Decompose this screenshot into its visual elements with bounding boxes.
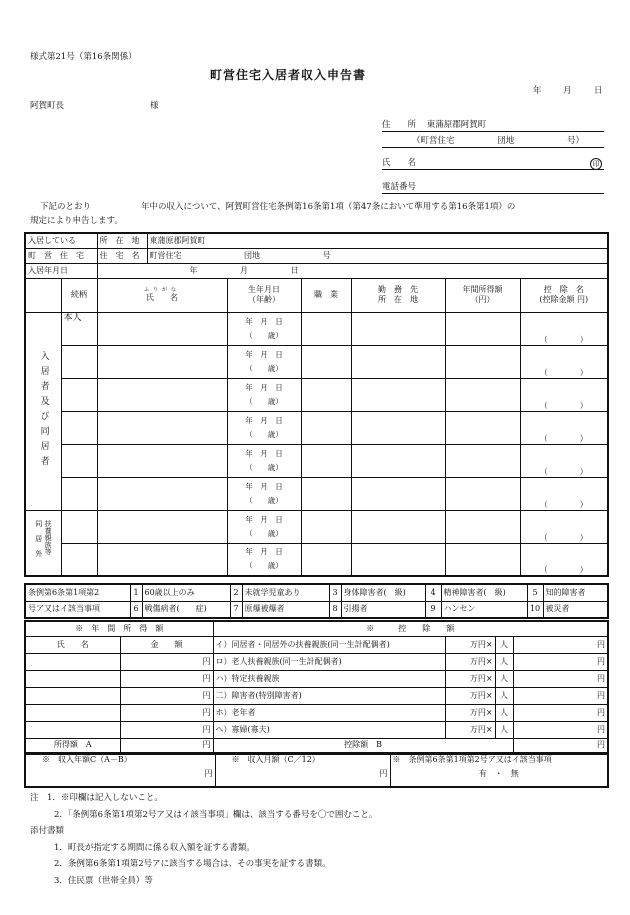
person[interactable]: 人: [495, 670, 513, 687]
dob-cell[interactable]: [227, 312, 301, 345]
name-cell[interactable]: [97, 510, 227, 543]
income-cell[interactable]: [445, 378, 520, 411]
summary-amount-cell[interactable]: [120, 670, 198, 687]
relation-cell[interactable]: [61, 345, 97, 378]
dob-date: 年 月 日: [245, 349, 283, 359]
man-yen[interactable]: 万円×: [445, 704, 495, 721]
summary-amount-col: 金 額: [120, 636, 213, 653]
summary-name-cell[interactable]: [25, 721, 120, 738]
housing-open: （町営住宅: [412, 136, 455, 146]
housing-number-label: 号: [322, 250, 331, 260]
income-header: ※ 年 間 所 得 額: [25, 621, 213, 636]
col-income-2: （円）: [470, 295, 495, 304]
household-table: [24, 232, 609, 577]
income-cell[interactable]: [445, 345, 520, 378]
dob-cell[interactable]: [227, 378, 301, 411]
monthly-income-yen: 円: [379, 768, 388, 778]
income-cell[interactable]: [445, 444, 520, 477]
annual-income-label: ※ 収入年額C（A－B）: [42, 755, 132, 764]
workplace-cell[interactable]: [351, 378, 445, 411]
occupation-cell[interactable]: [301, 510, 351, 543]
person[interactable]: 人: [495, 636, 513, 653]
housing-name-label: 住 宅 名: [97, 248, 147, 263]
summary-amount-cell[interactable]: [120, 721, 198, 738]
article-no-10[interactable]: 10: [527, 601, 543, 618]
location-label: 所 在 地: [97, 233, 147, 248]
summary-amount-cell[interactable]: [120, 687, 198, 704]
dob-date: 年 月 日: [245, 448, 283, 458]
dob-date: 年 月 日: [245, 316, 283, 326]
summary-name-cell[interactable]: [25, 653, 120, 670]
dob-cell[interactable]: [227, 543, 301, 576]
workplace-cell[interactable]: [351, 510, 445, 543]
date-day: 日: [594, 86, 603, 96]
group-resident: 入居者及び同居者: [25, 312, 61, 510]
article-item-6[interactable]: 戦傷病者( 症): [142, 601, 230, 618]
dob-cell[interactable]: [227, 345, 301, 378]
income-cell[interactable]: [445, 411, 520, 444]
addressee-suffix: 様: [150, 101, 159, 111]
group-outside: [25, 510, 61, 576]
dob-cell[interactable]: [227, 477, 301, 510]
name-cell[interactable]: [97, 378, 227, 411]
deduction-item-4: 二）障害者(特別障害者): [213, 687, 445, 704]
person[interactable]: 人: [495, 704, 513, 721]
residing-label: 入居している: [25, 233, 97, 248]
relation-cell[interactable]: [61, 477, 97, 510]
deduction-cell[interactable]: （ ）: [520, 510, 608, 543]
article-no-1[interactable]: 1: [130, 584, 142, 601]
yen[interactable]: 円: [513, 653, 608, 670]
location-value[interactable]: 東蒲原郡阿賀町: [147, 233, 608, 248]
name-cell[interactable]: [97, 444, 227, 477]
deduction-header: ※ 控 除 額: [213, 621, 608, 636]
monthly-income-cell[interactable]: [215, 754, 390, 787]
relation-cell[interactable]: [61, 444, 97, 477]
name-cell[interactable]: [97, 411, 227, 444]
relation-cell[interactable]: [61, 510, 97, 543]
yes-no-option[interactable]: 有 ・ 無: [478, 768, 519, 778]
dob-age: （ 歳）: [245, 561, 283, 571]
summary-name-cell[interactable]: [25, 704, 120, 721]
housing-block-label: 団地: [244, 250, 261, 260]
dob-age: （ 歳）: [245, 363, 283, 373]
income-result-table: [24, 753, 609, 788]
summary-table: [24, 620, 609, 754]
deduction-total-label: 控除額 B: [213, 738, 513, 753]
deduction-item-6: ヘ）寡婦(寡夫): [213, 721, 445, 738]
dob-date: 年 月 日: [245, 415, 283, 425]
attachment-3: 3．住民票（世帯全員）等: [54, 876, 153, 886]
move-in-day: 日: [290, 265, 299, 275]
yen[interactable]: 円: [513, 636, 608, 653]
form-number: 様式第21号（第16条関係）: [30, 52, 137, 62]
col-name: [97, 278, 227, 312]
summary-amount-cell[interactable]: [120, 704, 198, 721]
yen[interactable]: 円: [513, 687, 608, 704]
col-income-1: 年間所得額: [462, 285, 503, 295]
housing-name-text: 町営住宅: [149, 250, 182, 260]
summary-name-cell[interactable]: [25, 670, 120, 687]
attachment-1: 1．町長が指定する期間に係る収入額を証する書類。: [54, 843, 255, 853]
dob-date: 年 月 日: [245, 514, 283, 524]
group-outside-a: 同居外: [34, 520, 43, 566]
move-in-month: 月: [240, 265, 249, 275]
deduction-cell[interactable]: （ ）: [520, 477, 608, 510]
intro-lead: 下記のとおり: [40, 202, 92, 212]
summary-amount-cell[interactable]: [120, 653, 198, 670]
occupation-cell[interactable]: [301, 477, 351, 510]
yen: 円: [198, 670, 213, 687]
workplace-cell[interactable]: [351, 312, 445, 345]
dob-age: （ 歳）: [245, 495, 283, 505]
person[interactable]: 人: [495, 721, 513, 738]
addressee: 阿賀町長: [30, 101, 65, 111]
address-line[interactable]: [382, 120, 604, 132]
col-relation: 続柄: [61, 278, 97, 312]
dob-cell[interactable]: [227, 411, 301, 444]
occupation-cell[interactable]: [301, 444, 351, 477]
article-no-7[interactable]: 7: [230, 601, 242, 618]
deduction-cell[interactable]: （ ）: [520, 312, 608, 345]
col-workplace: [351, 278, 445, 312]
deduction-cell[interactable]: （ ）: [520, 345, 608, 378]
article-item-8[interactable]: 引揚者: [341, 601, 425, 618]
housing-number: 号）: [566, 136, 584, 146]
dob-age: （ 歳）: [245, 396, 283, 406]
man-yen[interactable]: 万円×: [445, 670, 495, 687]
dob-date: 年 月 日: [245, 547, 283, 557]
col-workplace-2: 所 在 地: [378, 295, 418, 304]
person[interactable]: 人: [495, 653, 513, 670]
name-line[interactable]: [382, 158, 604, 170]
address-value: 東蒲原郡阿賀町: [426, 120, 487, 130]
col-deduction-2: (控除金額 円): [539, 295, 589, 304]
yen[interactable]: 円: [513, 721, 608, 738]
article-item-9[interactable]: ハンセン: [441, 601, 527, 618]
col-name-label: 氏 名: [146, 293, 178, 303]
housing-line[interactable]: [382, 136, 604, 148]
monthly-income-label: ※ 収入月額（C／12）: [231, 755, 320, 764]
dob-age: （ 歳）: [245, 429, 283, 439]
article-applicable-label: ※ 条例第6条第1項第2号ア又はイ該当事項: [392, 755, 552, 764]
deduction-cell[interactable]: （ ）: [520, 378, 608, 411]
dob-age: （ 歳）: [245, 528, 283, 538]
seal-mark: 印: [590, 158, 602, 170]
deduction-cell[interactable]: （ ）: [520, 444, 608, 477]
col-dob-label: 生年月日: [248, 285, 280, 295]
income-total-cell[interactable]: [120, 738, 198, 753]
name-cell[interactable]: [97, 345, 227, 378]
address-label: 住 所: [382, 120, 417, 130]
deduction-cell[interactable]: （ ）: [520, 411, 608, 444]
deduction-item-3: ハ）特定扶養親族: [213, 670, 445, 687]
yen: 円: [198, 738, 213, 753]
income-cell[interactable]: [445, 510, 520, 543]
dob-date: 年 月 日: [245, 382, 283, 392]
phone-label: 電話番号: [382, 182, 417, 192]
name-cell[interactable]: [97, 543, 227, 576]
move-in-value[interactable]: [97, 263, 608, 278]
relation-cell[interactable]: [61, 543, 97, 576]
deduction-item-5: ホ）老年者: [213, 704, 445, 721]
article-item-10[interactable]: 被災者: [543, 601, 608, 618]
article-item-5[interactable]: 知的障害者: [543, 584, 608, 601]
relation-cell[interactable]: [61, 411, 97, 444]
yen: 円: [198, 721, 213, 738]
yen[interactable]: 円: [513, 704, 608, 721]
deduction-item-2: ロ）老人扶養親族(同一生計配偶者): [213, 653, 445, 670]
occupation-cell[interactable]: [301, 543, 351, 576]
annual-income-cell[interactable]: [25, 754, 215, 787]
article-no-3[interactable]: 3: [329, 584, 341, 601]
article-item-4[interactable]: 精神障害者( 級): [441, 584, 527, 601]
intro-text: 年中の収入について、阿賀町営住宅条例第16条第1項（第47条において準用する第16条第1項）の: [141, 202, 516, 212]
article-no-9[interactable]: 9: [425, 601, 441, 618]
col-workplace-1: 勤 務 先: [378, 285, 418, 295]
article-no-6[interactable]: 6: [130, 601, 142, 618]
note-1: 注 1．※印欄は記入しないこと。: [30, 793, 163, 803]
article-item-1[interactable]: 60歳以上のみ: [142, 584, 230, 601]
workplace-cell[interactable]: [351, 543, 445, 576]
annual-income-yen: 円: [204, 768, 213, 778]
workplace-cell[interactable]: [351, 345, 445, 378]
attachment-2: 2．条例第6条第1項第2号アに該当する場合は、その事実を証する書類。: [54, 859, 331, 869]
man-yen[interactable]: 万円×: [445, 687, 495, 704]
occupation-cell[interactable]: [301, 378, 351, 411]
yen: 円: [198, 653, 213, 670]
col-age-label: （年齢）: [248, 295, 280, 304]
deduction-item-1: イ）同居者・同居外の扶養親族(同一生計配偶者): [213, 636, 445, 653]
col-dob: [227, 278, 301, 312]
man-yen[interactable]: 万円×: [445, 636, 495, 653]
yen[interactable]: 円: [513, 738, 608, 753]
relation-cell[interactable]: [61, 378, 97, 411]
person[interactable]: 人: [495, 687, 513, 704]
income-cell[interactable]: [445, 543, 520, 576]
intro-text-2: 規定により申告します。: [30, 216, 123, 226]
article-item-7[interactable]: 原爆被爆者: [242, 601, 329, 618]
housing-block: 団地: [497, 136, 515, 146]
page-title: 町営住宅入居者収入申告書: [210, 68, 367, 82]
article-label-1: 条例第6条第1項第2: [25, 584, 130, 601]
dob-age: （ 歳）: [245, 462, 283, 472]
date-month: 月: [563, 86, 572, 96]
col-occupation: 職 業: [301, 278, 351, 312]
article-items-table: [24, 583, 609, 619]
col-deduction: [520, 278, 608, 312]
attachments-title: 添付書類: [30, 826, 65, 836]
name-cell[interactable]: [97, 312, 227, 345]
workplace-cell[interactable]: [351, 411, 445, 444]
workplace-cell[interactable]: [351, 477, 445, 510]
col-income: [445, 278, 520, 312]
deduction-cell[interactable]: （ ）: [520, 543, 608, 576]
relation-self[interactable]: 本人: [61, 312, 97, 345]
occupation-cell[interactable]: [301, 312, 351, 345]
article-item-2[interactable]: 未就学児童あり: [242, 584, 329, 601]
article-no-4[interactable]: 4: [425, 584, 441, 601]
note-2: 2．「条例第6条第1項第2号ア又はイ該当事項」欄は、該当する番号を〇で囲むこと。: [54, 810, 378, 820]
man-yen[interactable]: 万円×: [445, 721, 495, 738]
housing-name-value[interactable]: [147, 248, 608, 263]
article-no-2[interactable]: 2: [230, 584, 242, 601]
summary-name-col: 氏 名: [25, 636, 120, 653]
income-cell[interactable]: [445, 312, 520, 345]
summary-name-cell[interactable]: [25, 687, 120, 704]
occupation-cell[interactable]: [301, 345, 351, 378]
article-no-8[interactable]: 8: [329, 601, 341, 618]
group-header-blank: [25, 278, 61, 312]
income-cell[interactable]: [445, 477, 520, 510]
move-in-year: 年: [189, 265, 198, 275]
move-in-label: 入居年月日: [25, 263, 97, 278]
phone-line[interactable]: [382, 182, 604, 194]
income-total-label: 所得額 A: [25, 738, 120, 753]
occupation-cell[interactable]: [301, 411, 351, 444]
col-name-ruby: ふりがな: [143, 287, 180, 294]
yen[interactable]: 円: [513, 670, 608, 687]
article-no-5[interactable]: 5: [527, 584, 543, 601]
town-housing-label: 町 営 住 宅: [25, 248, 97, 263]
dob-cell[interactable]: [227, 444, 301, 477]
article-applicable-cell[interactable]: [390, 754, 608, 787]
dob-age: （ 歳）: [245, 330, 283, 340]
workplace-cell[interactable]: [351, 444, 445, 477]
name-label: 氏 名: [382, 158, 417, 168]
man-yen[interactable]: 万円×: [445, 653, 495, 670]
yen: 円: [198, 687, 213, 704]
group-outside-b: 扶養親族等: [44, 520, 53, 556]
yen: 円: [198, 704, 213, 721]
article-label-2: 号ア又はイ該当事項: [25, 601, 130, 618]
date-year: 年: [533, 86, 542, 96]
name-cell[interactable]: [97, 477, 227, 510]
col-deduction-1: 控 除 名: [543, 285, 584, 295]
dob-cell[interactable]: [227, 510, 301, 543]
article-item-3[interactable]: 身体障害者( 級): [341, 584, 425, 601]
dob-date: 年 月 日: [245, 481, 283, 491]
